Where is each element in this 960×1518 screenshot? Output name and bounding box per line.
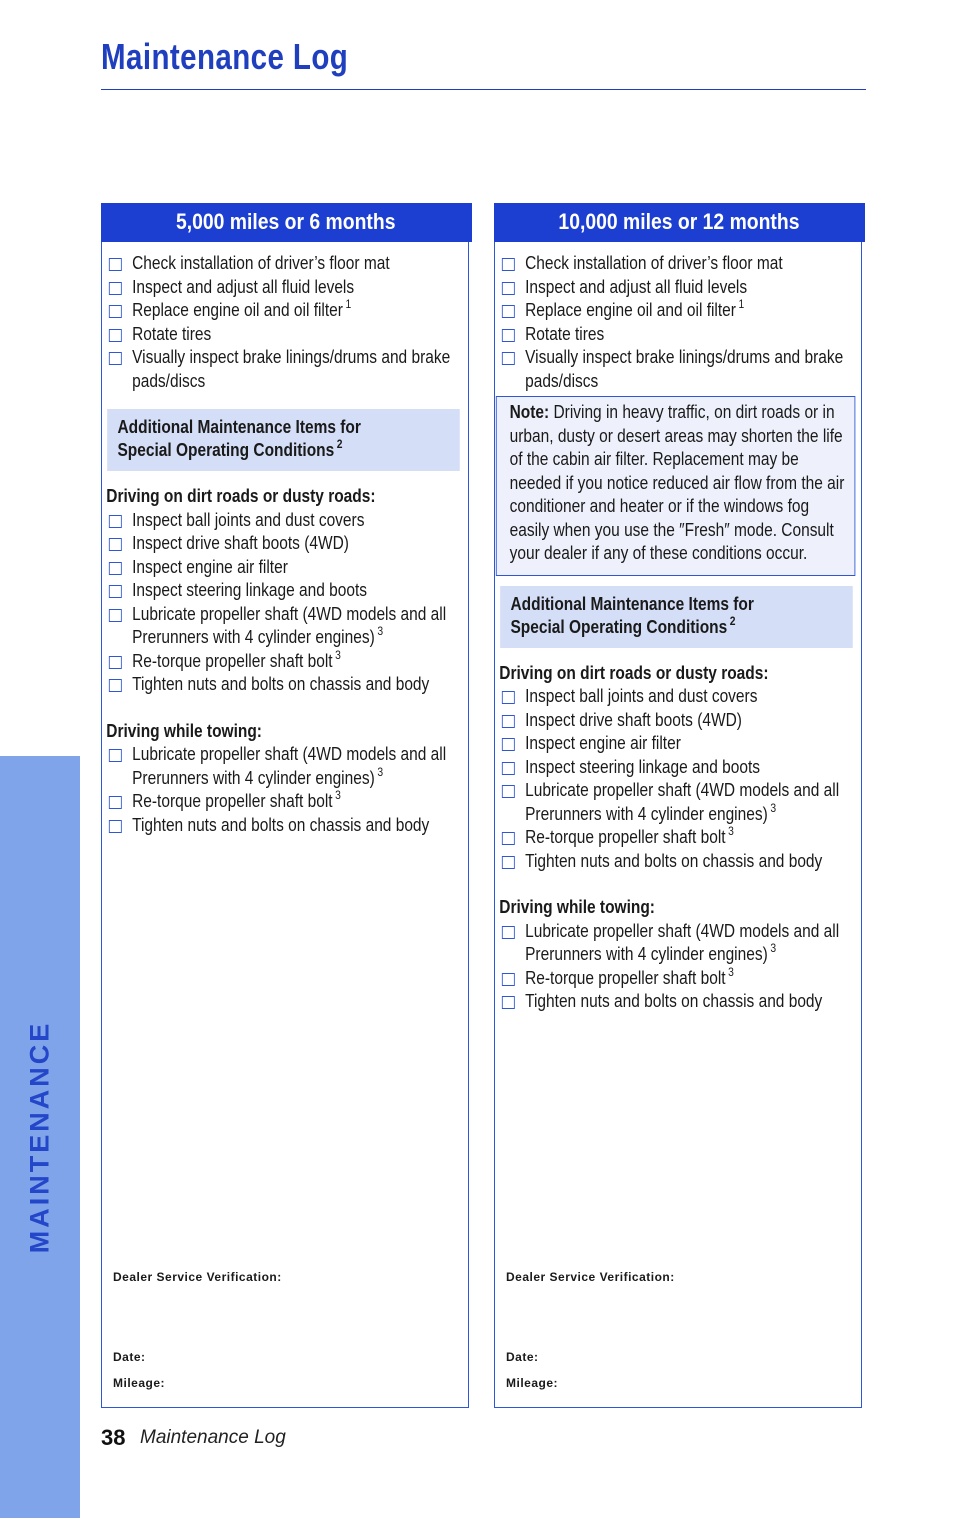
- additional-items-box: Additional Maintenance Items for Special Operating Conditions $^2$: [107, 409, 459, 471]
- list-item: Tighten nuts and bolts on chassis and body: [499, 850, 860, 874]
- footer-label: Maintenance Log: [140, 1427, 286, 1448]
- checkbox[interactable]: [109, 282, 122, 295]
- checklist: [102, 252, 467, 393]
- checkbox[interactable]: [502, 762, 515, 775]
- checkbox[interactable]: [502, 691, 515, 704]
- mileage-label: Mileage:: [113, 1376, 166, 1390]
- mileage-label: Mileage:: [506, 1376, 559, 1390]
- list-item: Inspect steering linkage and boots: [499, 756, 860, 780]
- checkbox[interactable]: [109, 562, 122, 575]
- dealer-verification-label: Dealer Service Verification:: [113, 1270, 282, 1284]
- checkbox[interactable]: [502, 305, 515, 318]
- list-item: Rotate tires: [499, 323, 860, 347]
- checklist: [495, 920, 860, 1014]
- date-label: Date:: [113, 1350, 146, 1364]
- checkbox[interactable]: [502, 832, 515, 845]
- checkbox[interactable]: [109, 515, 122, 528]
- list-item: Inspect drive shaft boots (4WD): [499, 709, 860, 733]
- list-item: Inspect steering linkage and boots: [106, 579, 467, 603]
- checklist: [495, 252, 860, 393]
- list-item: Inspect and adjust all fluid levels: [499, 276, 860, 300]
- list-item: Re-torque propeller shaft bolt $^3$: [499, 967, 860, 991]
- list-item: Inspect and adjust all fluid levels: [106, 276, 467, 300]
- interval-column-10000: [494, 203, 862, 1408]
- column-header: 5,000 miles or 6 months: [101, 203, 472, 242]
- checkbox[interactable]: [502, 785, 515, 798]
- list-item: Lubricate propeller shaft (4WD models and all Prerunners with 4 cylinder engines) $^3$: [106, 603, 467, 650]
- list-item: Inspect ball joints and dust covers: [106, 509, 467, 533]
- list-item: Rotate tires: [106, 323, 467, 347]
- list-item: Re-torque propeller shaft bolt $^3$: [106, 650, 467, 674]
- interval-column-5000: [101, 203, 469, 1408]
- list-item: Check installation of driver’s floor mat: [499, 252, 860, 276]
- note-box: Note: Driving in heavy traffic, on dirt roads or in urban, dusty or desert areas may shorten the life of the cabin air filter. Replacement may be needed if you notice reduced air flow from the air conditioner and heater or if the windows fog easily when you use the ″Fresh″ mode. Consult your dealer if any of these conditions occur.: [496, 396, 855, 576]
- checkbox[interactable]: [109, 352, 122, 365]
- list-item: Lubricate propeller shaft (4WD models and all Prerunners with 4 cylinder engines) $^3$: [106, 743, 467, 790]
- section-heading: Driving while towing:: [499, 897, 655, 917]
- section-heading: Driving on dirt roads or dusty roads:: [499, 662, 769, 683]
- checkbox[interactable]: [109, 820, 122, 833]
- checkbox[interactable]: [502, 996, 515, 1009]
- list-item: Inspect drive shaft boots (4WD): [106, 532, 467, 556]
- checkbox[interactable]: [502, 856, 515, 869]
- checkbox[interactable]: [109, 679, 122, 692]
- list-item: Visually inspect brake linings/drums and brake pads/discs: [106, 346, 467, 393]
- checkbox[interactable]: [109, 258, 122, 271]
- checkbox[interactable]: [502, 715, 515, 728]
- section-heading: Driving while towing:: [106, 720, 262, 741]
- checkbox[interactable]: [502, 258, 515, 271]
- checkbox[interactable]: [502, 926, 515, 939]
- list-item: Tighten nuts and bolts on chassis and body: [106, 814, 467, 838]
- checkbox[interactable]: [502, 282, 515, 295]
- date-label: Date:: [506, 1350, 539, 1364]
- checklist: [102, 509, 467, 697]
- checklist: [102, 743, 467, 837]
- list-item: Replace engine oil and oil filter $^1$: [106, 299, 467, 323]
- list-item: Re-torque propeller shaft bolt $^3$: [499, 826, 860, 850]
- list-item: Inspect ball joints and dust covers: [499, 685, 860, 709]
- checkbox[interactable]: [109, 796, 122, 809]
- list-item: Inspect engine air filter: [499, 732, 860, 756]
- checkbox[interactable]: [109, 329, 122, 342]
- list-item: Check installation of driver’s floor mat: [106, 252, 467, 276]
- list-item: Tighten nuts and bolts on chassis and body: [499, 990, 860, 1014]
- checkbox[interactable]: [502, 973, 515, 986]
- dealer-verification-label: Dealer Service Verification:: [506, 1270, 675, 1284]
- checkbox[interactable]: [502, 329, 515, 342]
- page-title: Maintenance Log: [101, 36, 349, 77]
- additional-items-box: Additional Maintenance Items for Special Operating Conditions $^2$: [500, 586, 852, 648]
- checkbox[interactable]: [502, 352, 515, 365]
- checkbox[interactable]: [109, 656, 122, 669]
- checkbox[interactable]: [109, 538, 122, 551]
- list-item: Inspect engine air filter: [106, 556, 467, 580]
- section-heading: Driving on dirt roads or dusty roads:: [106, 486, 376, 506]
- checkbox[interactable]: [109, 305, 122, 318]
- checkbox[interactable]: [109, 749, 122, 762]
- checkbox[interactable]: [109, 585, 122, 598]
- checklist: [495, 685, 860, 873]
- column-header: 10,000 miles or 12 months: [494, 203, 865, 242]
- list-item: Replace engine oil and oil filter $^1$: [499, 299, 860, 323]
- page-number: 38: [101, 1425, 126, 1450]
- checkbox[interactable]: [502, 738, 515, 751]
- title-divider: [101, 89, 866, 90]
- list-item: Tighten nuts and bolts on chassis and body: [106, 673, 467, 697]
- list-item: Visually inspect brake linings/drums and brake pads/discs: [499, 346, 860, 393]
- side-tab-label: MAINTENANCE: [24, 1020, 55, 1254]
- list-item: Lubricate propeller shaft (4WD models and all Prerunners with 4 cylinder engines) $^3$: [499, 779, 860, 826]
- checkbox[interactable]: [109, 609, 122, 622]
- list-item: Re-torque propeller shaft bolt $^3$: [106, 790, 467, 814]
- list-item: Lubricate propeller shaft (4WD models and all Prerunners with 4 cylinder engines) $^3$: [499, 920, 860, 967]
